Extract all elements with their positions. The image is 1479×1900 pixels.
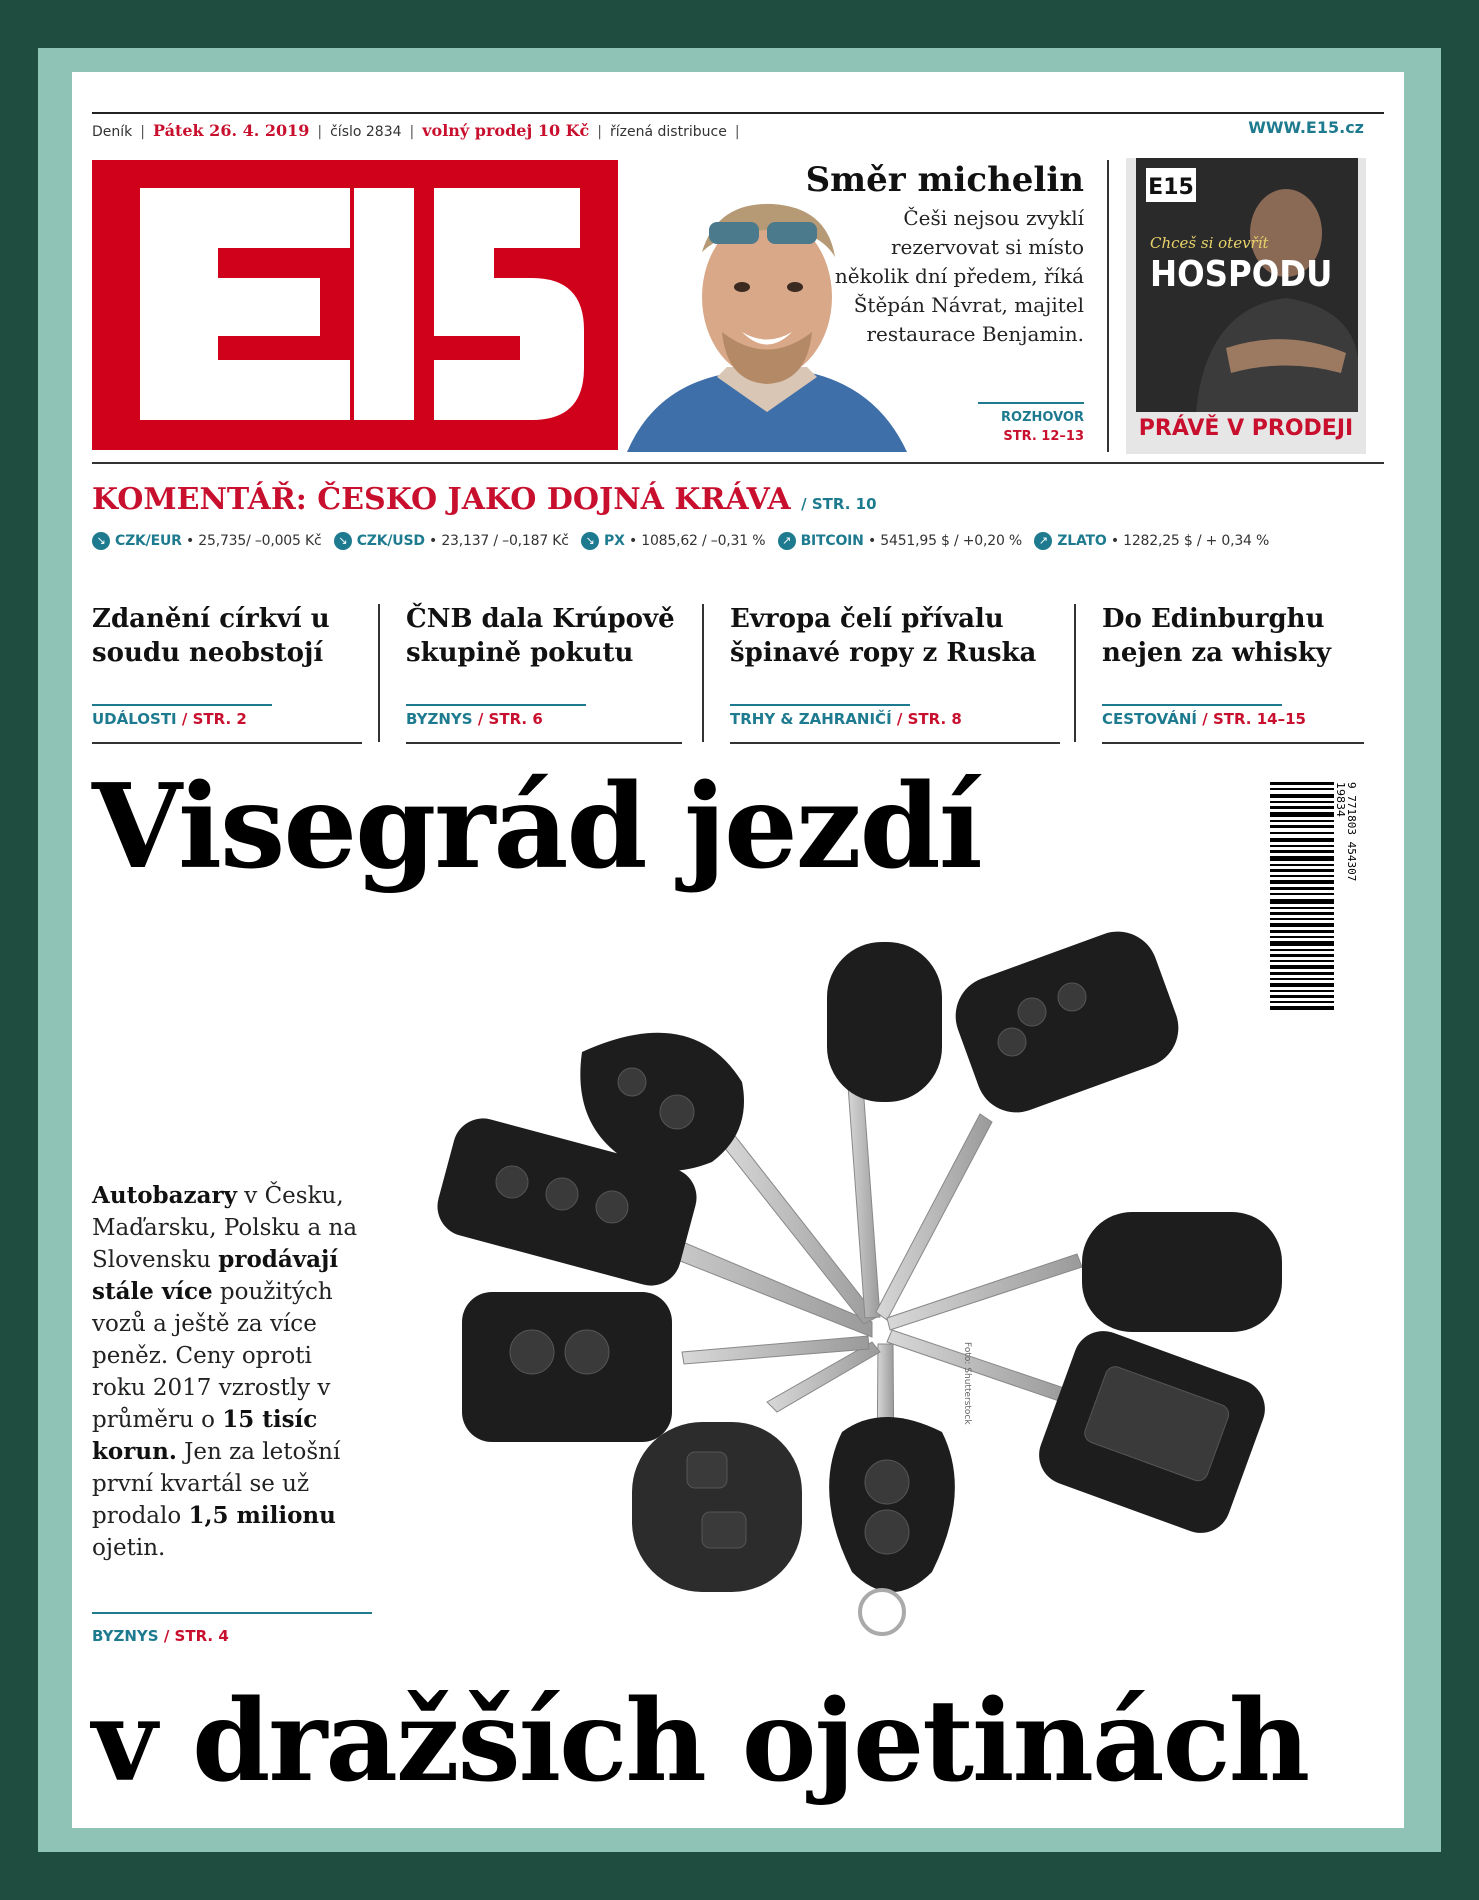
newspaper-page [72, 72, 1404, 1828]
ticker-item: ↗ ZLATO • 1282,25 $ / + 0,34 % [1034, 532, 1269, 550]
teaser-title: Evropa čelí přívalu špinavé ropy z Ruska [730, 604, 1037, 668]
ticker-item: ↘ CZK/EUR • 25,735/ –0,005 Kč [92, 532, 321, 550]
magazine-headline: HOSPODU [1150, 254, 1333, 295]
barcode-number: 9 771803 454307 [1345, 782, 1358, 882]
teaser-3[interactable]: Evropa čelí přívalu špinavé ropy z Ruska TRHY & ZAHRANIČÍ / STR. 8 [730, 602, 1060, 670]
arrow-down-icon: ↘ [581, 532, 599, 550]
teaser-4[interactable]: Do Edinburghu nejen za whisky CESTOVÁNÍ / STR. 14–15 [1102, 602, 1384, 670]
teaser-1[interactable]: Zdanění církví u soudu neobstojí UDÁLOSTI / STR. 2 [92, 602, 362, 670]
e15-logo-glyphs [92, 160, 618, 450]
barcode-code: 19834 [1334, 782, 1347, 817]
vertical-divider [1107, 160, 1109, 452]
car-keys-illustration [432, 932, 1292, 1652]
magazine-logo: E15 [1148, 175, 1194, 200]
comment-label: KOMENTÁŘ: ČESKO JAKO DOJNÁ KRÁVA [92, 482, 791, 517]
distribution: řízená distribuce [610, 124, 727, 140]
arrow-up-icon: ↗ [778, 532, 796, 550]
magazine-promo[interactable] [1126, 158, 1366, 454]
magazine-cta: PRÁVĚ V PRODEJI [1138, 416, 1354, 441]
ticker-item: ↘ PX • 1085,62 / –0,31 % [581, 532, 765, 550]
comment-page: / STR. 10 [801, 495, 877, 513]
car-keys-photo [432, 932, 1292, 1652]
interview-tag[interactable] [978, 402, 1084, 446]
interview-section: ROZHOVOR [1001, 410, 1084, 425]
interview-title[interactable]: Směr michelin [805, 160, 1084, 200]
teaser-2[interactable]: ČNB dala Krúpově skupině pokutu BYZNYS / STR. 6 [406, 602, 682, 670]
teaser-divider [378, 604, 380, 742]
price: volný prodej 10 Kč [422, 121, 590, 140]
teaser-divider [1074, 604, 1076, 742]
photo-credit: Foto: Shutterstock [962, 1342, 972, 1425]
main-headline-line2[interactable]: v dražších ojetinách [92, 1676, 1309, 1807]
arrow-down-icon: ↘ [334, 532, 352, 550]
magazine-cover-art [1136, 158, 1358, 412]
issue-date: Pátek 26. 4. 2019 [152, 121, 310, 140]
interview-page: STR. 12–13 [1003, 429, 1084, 444]
arrow-down-icon: ↘ [92, 532, 110, 550]
teaser-divider [702, 604, 704, 742]
website-link[interactable]: WWW.E15.cz [1248, 118, 1364, 137]
issue-number: číslo 2834 [330, 124, 402, 140]
market-ticker [92, 532, 1277, 550]
section-rule [92, 462, 1384, 464]
lead-tag[interactable]: BYZNYS / STR. 4 [92, 1627, 229, 1645]
lead-rule [92, 1612, 372, 1614]
interview-teaser: Češi nejsou zvyklí rezervovat si místo několik dní předem, říká Štěpán Návrat, majitel restaurace Benjamin. [834, 206, 1084, 346]
magazine-cover [1136, 158, 1358, 412]
arrow-up-icon: ↗ [1034, 532, 1052, 550]
teaser-title: Do Edinburghu nejen za whisky [1102, 604, 1331, 668]
lead-paragraph: Autobazary v Česku, Maďarsku, Polsku a na Slovensku prodávají stále více použitých vozů a ještě za více peněz. Ceny oproti roku 2017 vzrostly v průměru o 15 tisíc korun. Jen za letošní první kvartál se už prodalo 1,5 milionu ojetin. [92, 1182, 358, 1561]
comment-teaser[interactable] [92, 482, 877, 517]
main-headline-line1[interactable]: Visegrád jezdí [92, 759, 981, 895]
magazine-kicker: Chceš si otevřít [1150, 234, 1269, 252]
top-rule [92, 112, 1384, 114]
ticker-item: ↘ CZK/USD • 23,137 / –0,187 Kč [334, 532, 569, 550]
e15-logo [92, 160, 618, 450]
masthead-bar: Deník | Pátek 26. 4. 2019 | číslo 2834 | volný prodej 10 Kč | řízená distribuce | [92, 121, 740, 140]
ticker-item: ↗ BITCOIN • 5451,95 $ / +0,20 % [778, 532, 1022, 550]
paper-type: Deník [92, 124, 133, 140]
teaser-title: Zdanění církví u soudu neobstojí [92, 604, 330, 668]
teaser-title: ČNB dala Krúpově skupině pokutu [406, 604, 675, 668]
